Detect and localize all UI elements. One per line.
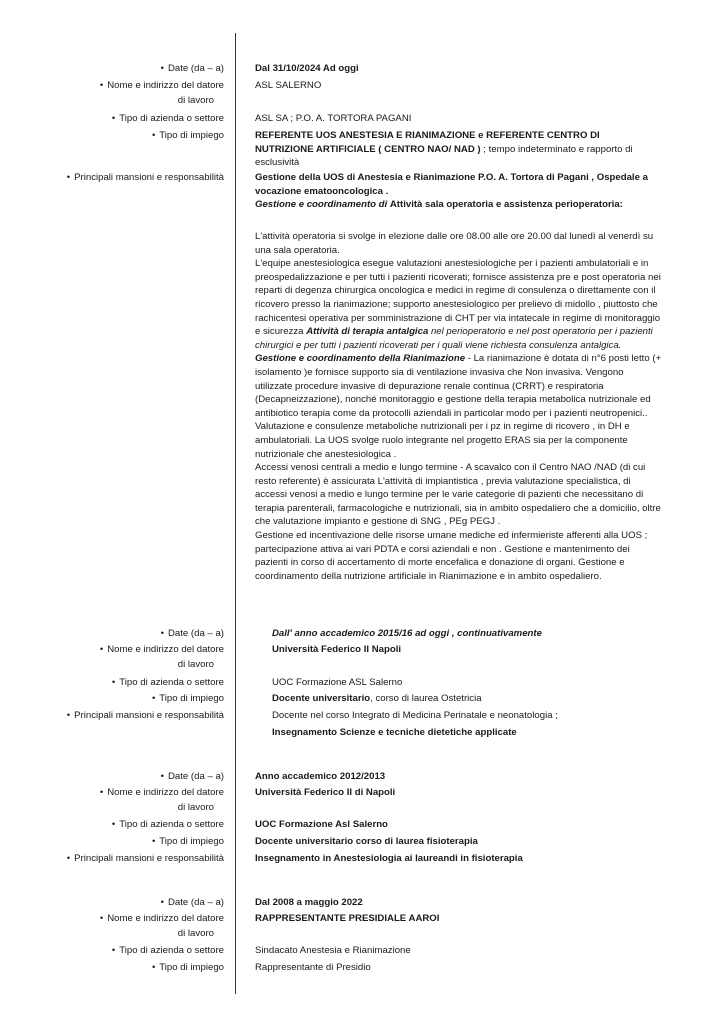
duties-value: Docente nel corso Integrato di Medicina Perinatale e neonatologia ; [272, 710, 558, 721]
label-duties: • Principali mansioni e responsabilità [66, 710, 224, 721]
employer-name: ASL SALERNO [255, 80, 322, 91]
job-type-value: REFERENTE UOS ANESTESIA E RIANIMAZIONE e REFERENTE CENTRO DI NUTRIZIONE ARTIFICIALE ( CENTRO NAO/ NAD ) ; tempo indeterminato e rapporto di esclusività [255, 130, 633, 169]
label-sector: • Tipo di azienda o settore [111, 945, 224, 956]
label-employer-cont: di lavoro [177, 928, 214, 939]
label-sector: • Tipo di azienda o settore [111, 677, 224, 688]
job-type-value: Rappresentante di Presidio [255, 962, 371, 973]
label-job-type: • Tipo di impiego [151, 130, 224, 141]
column-divider [235, 33, 236, 994]
employer-name: Università Federico II di Napoli [255, 787, 396, 798]
label-employer-cont: di lavoro [177, 659, 214, 670]
duties-value-2: Insegnamento Scienze e tecniche dietetiche applicate [272, 727, 517, 738]
label-date: • Date (da – a) [160, 63, 224, 74]
label-job-type: • Tipo di impiego [151, 836, 224, 847]
label-sector: • Tipo di azienda o settore [111, 819, 224, 830]
duties-value: Insegnamento in Anestesiologia ai laureandi in fisioterapia [255, 853, 523, 864]
label-job-type: • Tipo di impiego [151, 693, 224, 704]
label-employer: • Nome e indirizzo del datore [99, 913, 224, 924]
label-job-type: • Tipo di impiego [151, 962, 224, 973]
label-date: • Date (da – a) [160, 771, 224, 782]
label-duties: • Principali mansioni e responsabilità [66, 172, 224, 183]
job-type-value: Docente universitario, corso di laurea Ostetricia [272, 693, 482, 704]
job-type-value: Docente universitario corso di laurea fisioterapia [255, 836, 478, 847]
duties-heading: Gestione della UOS di Anestesia e Rianimazione P.O. A. Tortora di Pagani , Ospedale a vocazione ematooncologica . Gestione e coordinamento di Attività sala operatoria e assistenza perioperatoria: [255, 172, 648, 211]
entry-date: Anno accademico 2012/2013 [255, 771, 386, 782]
label-employer: • Nome e indirizzo del datore [99, 80, 224, 91]
label-employer: • Nome e indirizzo del datore [99, 644, 224, 655]
entry-date: Dal 2008 a maggio 2022 [255, 897, 363, 908]
label-sector: • Tipo di azienda o settore [111, 113, 224, 124]
label-employer-cont: di lavoro [177, 95, 214, 106]
sector-value: UOC Formazione ASL Salerno [272, 677, 403, 688]
employer-name: Università Federico II Napoli [272, 644, 402, 655]
label-date: • Date (da – a) [160, 897, 224, 908]
label-date: • Date (da – a) [160, 628, 224, 639]
entry-date: Dall' anno accademico 2015/16 ad oggi , continuativamente [272, 628, 542, 639]
employer-name: RAPPRESENTANTE PRESIDIALE AAROI [255, 913, 440, 924]
entry-date: Dal 31/10/2024 Ad oggi [255, 63, 359, 74]
sector-value: UOC Formazione Asl Salerno [255, 819, 388, 830]
label-duties: • Principali mansioni e responsabilità [66, 853, 224, 864]
duties-body: L'attività operatoria si svolge in elezione dalle ore 08.00 alle ore 20.00 dal lunedì al venerdì su una sala operatoria. L'equipe anestesiologica esegue valutazioni anestesiologiche per i pazienti ambulatoriali e in preospedalizzazione e per tutti i pazienti ricoverati; fornisce assistenza pre e post operatoria nei reparti di degenza chirurgica oncologica e medici in regime di consulenza o direttamente con il ricovero presso la rianimazione; supporto anestesiologico per prelievo di midollo , piuttosto che rachicentesi operativa per somministrazione di CHT per via intatecale in regime di monitoraggio e sicurezza Attività di terapia antalgica nel perioperatorio e nel post operatorio per i pazienti chirurgici e per tutti i pazienti ricoverati per i quali viene richiesta consulenza antalgica. Gestione e coordinamento della Rianimazione - La rianimazione è dotata di n°6 posti letto (+ isolamento )e fornisce supporto sia di ventilazione invasiva che Non invasiva. Vengono utilizzate procedure invasive di depurazione renale continua (CRRT) e respiratoria (Decapneizzazione), nonché monitoraggio e gestione della terapia metabolica nutrizionale ed antibiotico terapia come da protocolli aziendali in particolar modo per i pazienti neutropenici.. Valutazione e consulenze metaboliche nutrizionali per i pz in regime di ricovero , in DH e ambulatoriali. La UOS svolge ruolo integrante nel progetto ERAS sia per la componente nutrizionale che anestesiologica . Accessi venosi centrali a medio e lungo termine - A scavalco con il Centro NAO /NAD (di cui resto referente) è assicurata L'attività di impiantistica , previa valutazione specialistica, di accessi venosi a medio e lungo termine per le varie categorie di pazienti che necessitano di terapia parenterali, farmacologiche e nutrizionali, sia in ambito ospedaliero che a domicilio, oltre che valutazione impianto e gestione di SNG , PEg PEGJ . Gestione ed incentivazione delle risorse umane mediche ed infermieriste afferenti alla UOS ; partecipazione attiva ai vari PDTA e corsi aziendali e non . Gestione e mantenimento dei pazienti in corso di accertamento di morte encefalica e donazione di organi. Gestione e coordinamento della nutrizione artificiale in Rianimazione e in ambito ospedaliero. [255, 231, 662, 582]
label-employer-cont: di lavoro [177, 802, 214, 813]
sector-value: Sindacato Anestesia e Rianimazione [255, 945, 411, 956]
label-employer: • Nome e indirizzo del datore [99, 787, 224, 798]
sector-value: ASL SA ; P.O. A. TORTORA PAGANI [255, 113, 412, 124]
